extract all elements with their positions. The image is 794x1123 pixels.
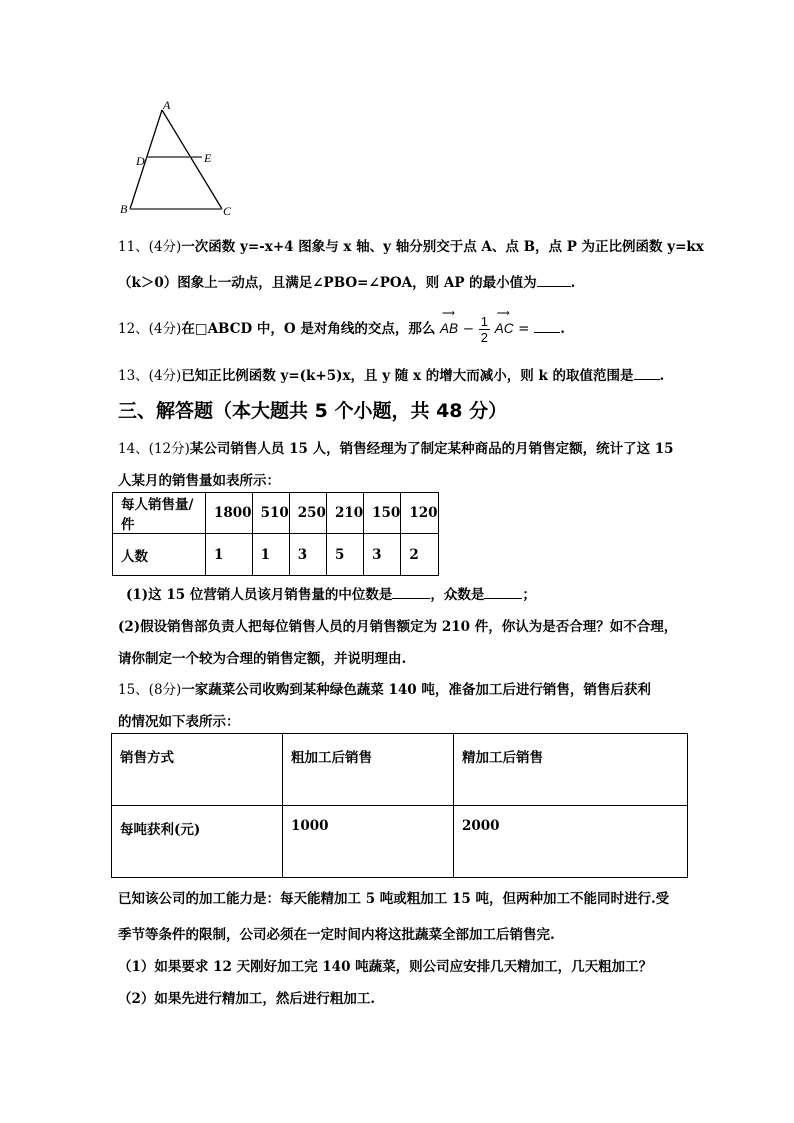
table-cell: 250 (289, 493, 326, 534)
q14-part1-text: (1)这 15 位营销人员该月销售量的中位数是 (126, 587, 393, 603)
table-cell: 510 (252, 493, 289, 534)
q12-line (118, 308, 565, 345)
table-cell: 精加工后销售 (454, 734, 688, 806)
q14-part2-line2: 请你制定一个较为合理的销售定额，并说明理由. (118, 651, 407, 667)
q15-line2: 的情况如下表所示： (118, 714, 240, 730)
q12-text: 在□ABCD 中，O 是对角线的交点，那么 (181, 321, 436, 337)
q12-answer-blank (534, 320, 560, 333)
triangle-figure (110, 95, 260, 225)
table-row (113, 534, 439, 576)
q11-end: . (570, 275, 576, 291)
q12-number: 12、(4分) (118, 321, 182, 337)
table-cell: 1000 (283, 806, 454, 878)
segment-ac (162, 110, 222, 209)
q14-number: 14、(12分) (118, 441, 190, 457)
table-cell: 210 (326, 493, 363, 534)
label-a: A (163, 98, 171, 112)
q14-part1-end: ； (522, 587, 536, 603)
q15-para-line2: 季节等条件的限制，公司必须在一定时间内将这批蔬菜全部加工后销售完. (118, 927, 555, 943)
table-cell: 120 (401, 493, 438, 534)
q15-number: 15、(8分) (118, 682, 182, 698)
section-heading: 三、解答题（本大题共 5 个小题，共 48 分） (118, 400, 508, 422)
q14-line1 (118, 437, 674, 457)
table-cell: 1 (252, 534, 289, 576)
table-cell: 1800 (206, 493, 253, 534)
table-cell: 150 (364, 493, 401, 534)
q15-part1: （1）如果要求 12 天刚好加工完 140 吨蔬菜，则公司应安排几天精加工，几天粗加工？ (118, 959, 653, 975)
vector-arrow-icon: ⟶ (496, 308, 510, 318)
table-cell: 人数 (113, 534, 206, 576)
q13-line (118, 364, 664, 384)
table-cell: 1 (206, 534, 253, 576)
q14-part2-line1: (2)假设销售部负责人把每位销售人员的月销售额定为 210 件，你认为是否合理？如不合理， (118, 619, 678, 635)
table-cell: 2 (401, 534, 438, 576)
q12-minus: − (462, 321, 475, 337)
table-cell: 每吨获利(元) (112, 806, 283, 878)
fraction-half: $\frac{1}{2}$ (480, 314, 488, 345)
label-c: C (223, 204, 232, 218)
q11-number: 11、(4分) (118, 239, 182, 255)
q13-number: 13、(4分) (118, 368, 182, 384)
sales-table (112, 492, 439, 576)
table-cell: 销售方式 (112, 734, 283, 806)
q12-equals: = (518, 321, 530, 337)
table-row (112, 806, 688, 878)
vector-ac: ⟶ AC (494, 308, 514, 336)
label-d: D (136, 154, 145, 168)
table-cell: 2000 (454, 806, 688, 878)
q11-line1 (118, 235, 704, 255)
label-b: B (120, 202, 128, 216)
segment-ab (130, 110, 162, 209)
vector-ab: ⟶ AB (440, 308, 459, 336)
label-e: E (204, 151, 212, 165)
table-cell: 3 (364, 534, 401, 576)
mode-answer-blank (484, 586, 522, 599)
q12-end: . (560, 321, 565, 337)
q14-part1 (126, 583, 536, 603)
q13-answer-blank (634, 367, 660, 380)
q15-part2: （2）如果先进行精加工，然后进行粗加工. (118, 991, 376, 1007)
table-cell: 粗加工后销售 (283, 734, 454, 806)
q14-line2: 人某月的销售量如表所示： (118, 473, 280, 489)
q14-text1: 某公司销售人员 15 人，销售经理为了制定某种商品的月销售定额，统计了这 15 (189, 441, 674, 457)
q15-para-line1: 已知该公司的加工能力是：每天能精加工 5 吨或粗加工 15 吨，但两种加工不能同时进行.受 (118, 891, 670, 907)
median-answer-blank (392, 586, 430, 599)
q11-line2 (118, 271, 575, 291)
q14-part1-mode-text: ，众数是 (430, 587, 485, 603)
table-row (112, 734, 688, 806)
table-cell: 5 (326, 534, 363, 576)
q11-text1: 一次函数 y=-x+4 图象与 x 轴、y 轴分别交于点 A、点 B，点 P 为正比例函数 y=kx (181, 239, 704, 255)
table-cell: 3 (289, 534, 326, 576)
profit-table (111, 733, 688, 878)
q11-text2: （k＞0）图象上一动点，且满足∠PBO=∠POA，则 AP 的最小值为 (118, 275, 537, 291)
vector-arrow-icon: ⟶ (442, 308, 455, 318)
q13-text: 已知正比例函数 y=(k+5)x，且 y 随 x 的增大而减小，则 k 的取值范围是 (181, 368, 634, 384)
table-row (113, 493, 439, 534)
q15-text1: 一家蔬菜公司收购到某种绿色蔬菜 140 吨，准备加工后进行销售，销售后获利 (181, 682, 651, 698)
table-cell: 每人销售量/件 (113, 493, 206, 534)
q15-line1 (118, 678, 651, 698)
q11-answer-blank (537, 274, 571, 287)
q13-end: . (659, 368, 665, 384)
